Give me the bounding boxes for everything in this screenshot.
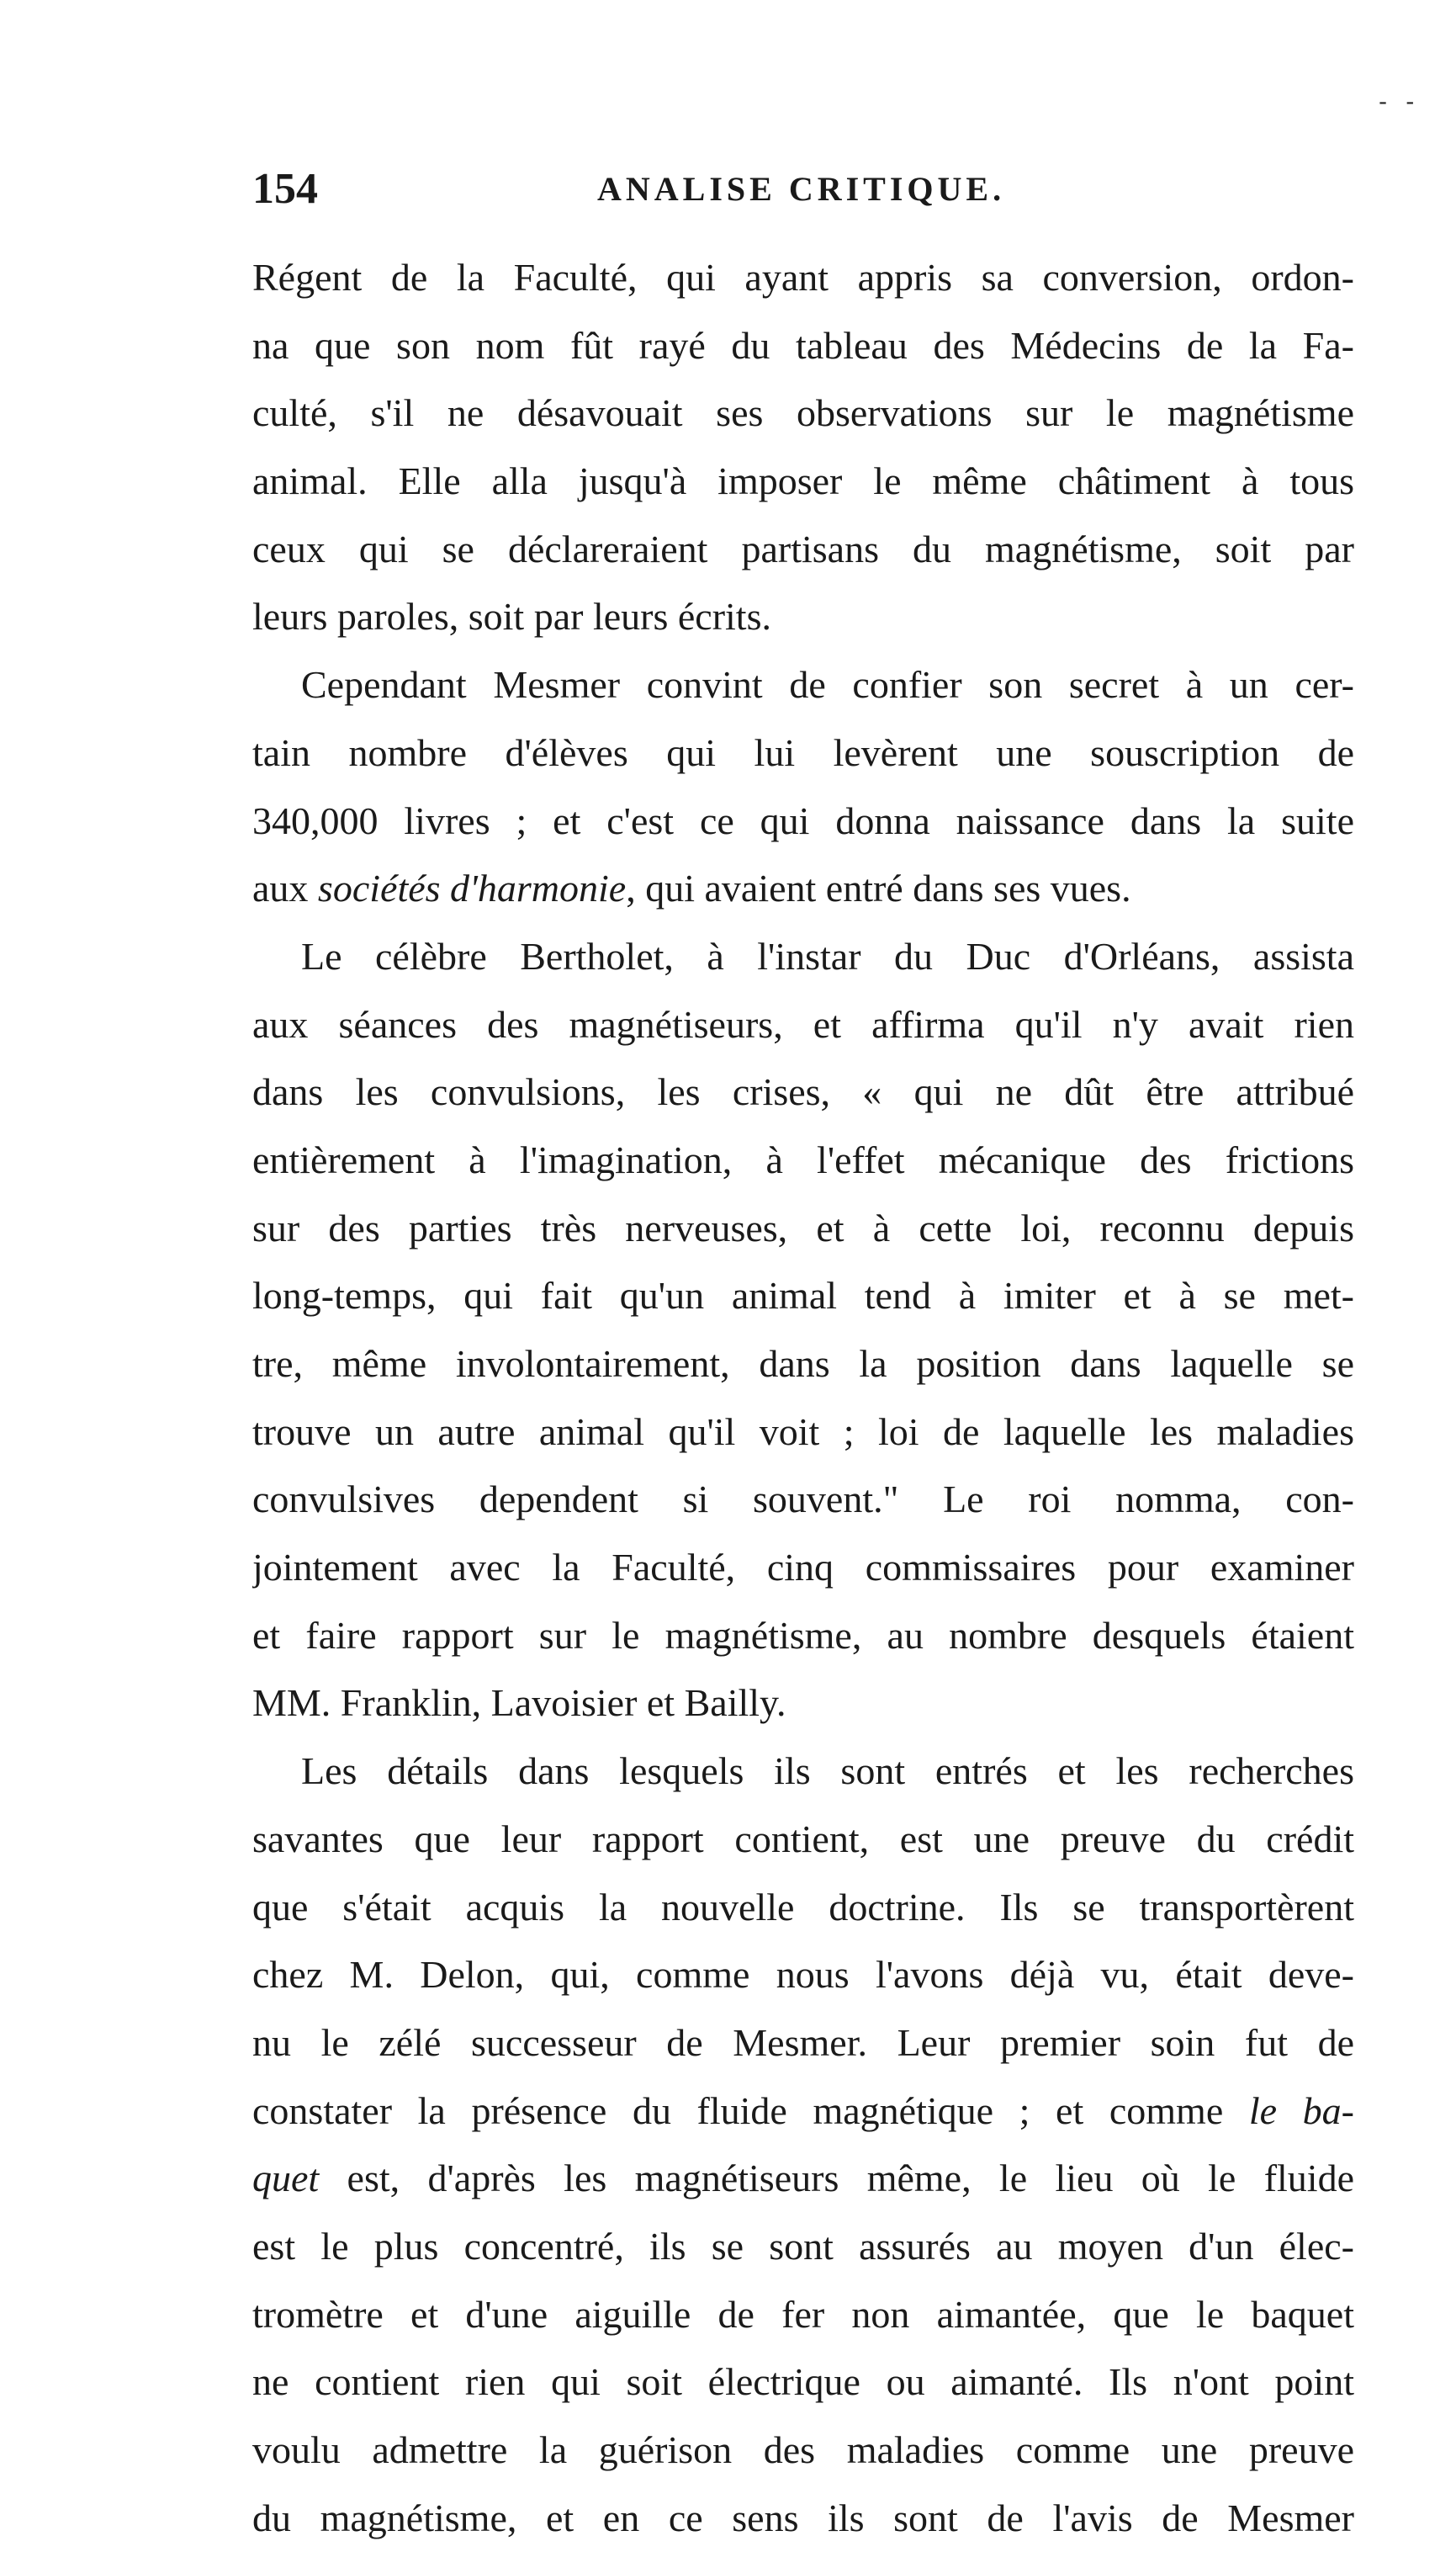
text-line: dans les convulsions, les crises, « qui ne dût être attribué	[252, 1070, 1354, 1114]
text-line-segment: aux	[252, 867, 318, 910]
text-line: voulu admettre la guérison des maladies comme une preuve	[252, 2428, 1354, 2471]
text-line: culté, s'il ne désavouait ses observations sur le magnétisme	[252, 391, 1354, 435]
text-line: 340,000 livres ; et c'est ce qui donna naissance dans la suite	[252, 798, 1354, 842]
text-line: entièrement à l'imagination, à l'effet mécanique des frictions	[252, 1138, 1354, 1181]
text-line: trouve un autre animal qu'il voit ; loi de laquelle les maladies	[252, 1409, 1354, 1453]
corner-mark: - -	[1379, 88, 1421, 114]
text-line: Cependant Mesmer convint de confier son secret à un cer-	[301, 663, 1354, 707]
text-line: jointement avec la Faculté, cinq commissaires pour examiner	[252, 1546, 1354, 1589]
text-line: tromètre et d'une aiguille de fer non aimantée, que le baquet	[252, 2292, 1354, 2336]
text-line: tre, même involontairement, dans la position dans laquelle se	[252, 1342, 1354, 1385]
text-line: na que son nom fût rayé du tableau des Médecins de la Fa-	[252, 323, 1354, 367]
text-line: long-temps, qui fait qu'un animal tend à imiter et à se met-	[252, 1274, 1354, 1318]
italic-phrase: quet	[252, 2157, 320, 2200]
text-line: sur des parties très nerveuses, et à cette loi, reconnu depuis	[252, 1206, 1354, 1249]
text-line: nu le zélé successeur de Mesmer. Leur premier soin fut de	[252, 2020, 1354, 2064]
running-head	[252, 160, 1346, 219]
text-line: leurs paroles, soit par leurs écrits.	[252, 595, 771, 639]
page-number: 154	[252, 165, 318, 213]
text-line	[252, 2077, 1354, 2146]
text-line: animal. Elle alla jusqu'à imposer le même châtiment à tous	[252, 459, 1354, 503]
text-line: aux séances des magnétiseurs, et affirma qu'il n'y avait rien	[252, 1002, 1354, 1046]
text-line: Les détails dans lesquels ils sont entrés et les recherches	[301, 1749, 1354, 1793]
running-title: ANALISE CRITIQUE.	[597, 170, 1006, 208]
text-line: chez M. Delon, qui, comme nous l'avons déjà vu, était deve-	[252, 1953, 1354, 1997]
text-line: est le plus concentré, ils se sont assurés au moyen d'un élec-	[252, 2224, 1354, 2268]
text-line: du magnétisme, et en ce sens ils sont de l'avis de Mesmer	[252, 2496, 1354, 2539]
text-line: et faire rapport sur le magnétisme, au nombre desquels étaient	[252, 1613, 1354, 1657]
text-line: tain nombre d'élèves qui lui levèrent une souscription de	[252, 730, 1354, 774]
text-line: Régent de la Faculté, qui ayant appris sa conversion, ordon-	[252, 256, 1354, 299]
text-line: que s'était acquis la nouvelle doctrine. Ils se transportèrent	[252, 1885, 1354, 1929]
text-line: ceux qui se déclareraient partisans du magnétisme, soit par	[252, 527, 1354, 570]
text-line-segment: , qui avaient entré dans ses vues.	[626, 867, 1131, 910]
italic-phrase: le ba-	[1248, 2088, 1354, 2132]
text-line: Le célèbre Bertholet, à l'instar du Duc d'Orléans, assista	[301, 934, 1354, 978]
text-line: savantes que leur rapport contient, est une preuve du crédit	[252, 1817, 1354, 1860]
text-line	[252, 855, 1354, 923]
text-line: convulsives dependent si souvent." Le roi nomma, con-	[252, 1478, 1354, 1521]
body-text	[252, 244, 1354, 2552]
text-line-segment: est, d'après les magnétiseurs même, le lieu où le fluide	[319, 2157, 1354, 2200]
text-line: ne contient rien qui soit électrique ou aimanté. Ils n'ont point	[252, 2360, 1354, 2404]
text-line: MM. Franklin, Lavoisier et Bailly.	[252, 1681, 786, 1725]
text-line	[252, 2145, 1354, 2213]
text-line-segment: constater la présence du fluide magnétique ; et comme	[252, 2088, 1249, 2132]
italic-phrase: sociétés d'harmonie	[317, 867, 627, 910]
